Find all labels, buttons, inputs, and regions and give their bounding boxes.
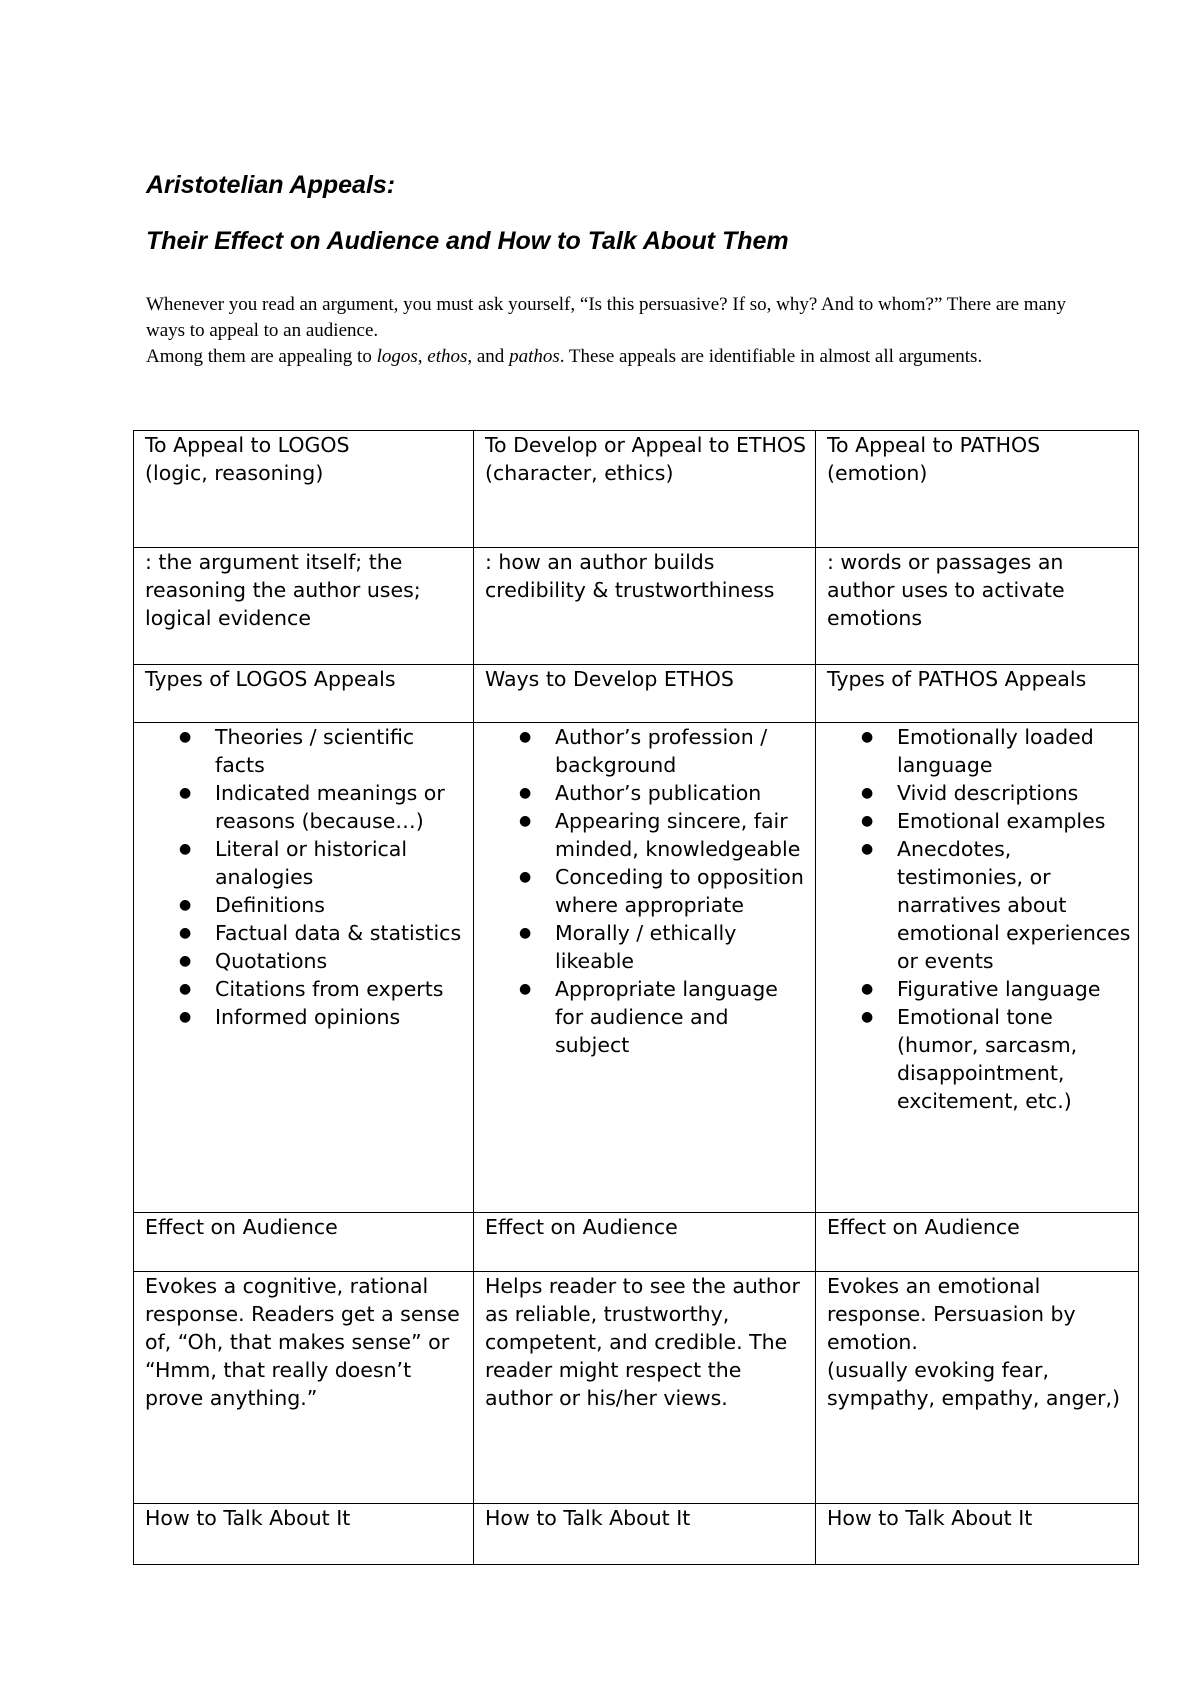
intro-paragraph-1: Whenever you read an argument, you must ask yourself, “Is this persuasive? If so, why? And to whom?” There are many ways to appeal to an audience. <box>146 294 1066 341</box>
list-item: ● Quotations <box>215 947 467 975</box>
ethos-effect: Helps reader to see the author as reliable, trustworthy, competent, and credible. The reader might respect the author or his/her views. <box>474 1272 816 1504</box>
list-item: ● Appearing sincere, fair minded, knowledgeable <box>555 807 809 863</box>
list-item: ● Emotional tone (humor, sarcasm, disappointment, excitement, etc.) <box>897 1003 1132 1115</box>
logos-effect: Evokes a cognitive, rational response. Readers get a sense of, “Oh, that makes sense” or “Hmm, that really doesn’t prove anything.” <box>134 1272 474 1504</box>
intro-text <box>146 292 1076 370</box>
table-row <box>134 431 1139 548</box>
table-row <box>134 1504 1139 1565</box>
pathos-effect: Evokes an emotional response. Persuasion by emotion. (usually evoking fear, sympathy, empathy, anger,) <box>816 1272 1139 1504</box>
pathos-heading-cell: To Appeal to PATHOS (emotion) <box>816 431 1139 548</box>
ethos-talk-label: How to Talk About It <box>474 1504 816 1565</box>
document-subtitle: Their Effect on Audience and How to Talk About Them <box>146 227 789 255</box>
table-row <box>134 665 1139 723</box>
list-item: ● Author’s publication <box>555 779 809 807</box>
intro-paragraph-2: Among them are appealing to logos, ethos, and pathos. These appeals are identifiable in almost all arguments. <box>146 346 983 367</box>
ethos-types-label: Ways to Develop ETHOS <box>474 665 816 723</box>
list-item: ● Emotional examples <box>897 807 1132 835</box>
list-item: ● Appropriate language for audience and subject <box>555 975 809 1059</box>
logos-definition: : the argument itself; the reasoning the author uses; logical evidence <box>134 548 474 665</box>
logos-effect-label: Effect on Audience <box>134 1213 474 1272</box>
ethos-heading-cell: To Develop or Appeal to ETHOS (character, ethics) <box>474 431 816 548</box>
list-item: ● Morally / ethically likeable <box>555 919 809 975</box>
pathos-term: pathos <box>509 346 560 367</box>
logos-heading-cell: To Appeal to LOGOS (logic, reasoning) <box>134 431 474 548</box>
list-item: ● Conceding to opposition where appropriate <box>555 863 809 919</box>
list-item: ● Factual data & statistics <box>215 919 467 947</box>
logos-types-label: Types of LOGOS Appeals <box>134 665 474 723</box>
list-item: ● Author’s profession / background <box>555 723 809 779</box>
list-item: ● Figurative language <box>897 975 1132 1003</box>
list-item: ● Definitions <box>215 891 467 919</box>
pathos-list <box>827 723 1132 1115</box>
table-row <box>134 723 1139 1213</box>
pathos-effect-label: Effect on Audience <box>816 1213 1139 1272</box>
table-row <box>134 1272 1139 1504</box>
list-item: ● Emotionally loaded language <box>897 723 1132 779</box>
logos-term: logos <box>376 346 418 367</box>
pathos-talk-label: How to Talk About It <box>816 1504 1139 1565</box>
ethos-list <box>485 723 809 1059</box>
table-row <box>134 1213 1139 1272</box>
table-row <box>134 548 1139 665</box>
list-item: ● Literal or historical analogies <box>215 835 467 891</box>
pathos-types-label: Types of PATHOS Appeals <box>816 665 1139 723</box>
list-item: ● Informed opinions <box>215 1003 467 1031</box>
document-title: Aristotelian Appeals: <box>146 171 396 199</box>
list-item: ● Citations from experts <box>215 975 467 1003</box>
list-item: ● Theories / scientific facts <box>215 723 467 779</box>
pathos-definition: : words or passages an author uses to activate emotions <box>816 548 1139 665</box>
ethos-term: ethos <box>427 346 468 367</box>
logos-talk-label: How to Talk About It <box>134 1504 474 1565</box>
ethos-list-cell <box>474 723 816 1213</box>
logos-list <box>145 723 467 1031</box>
ethos-definition: : how an author builds credibility & trustworthiness <box>474 548 816 665</box>
list-item: ● Anecdotes, testimonies, or narratives about emotional experiences or events <box>897 835 1132 975</box>
ethos-effect-label: Effect on Audience <box>474 1213 816 1272</box>
appeals-table <box>133 430 1139 1565</box>
pathos-list-cell <box>816 723 1139 1213</box>
list-item: ● Vivid descriptions <box>897 779 1132 807</box>
logos-list-cell <box>134 723 474 1213</box>
list-item: ● Indicated meanings or reasons (because…) <box>215 779 467 835</box>
